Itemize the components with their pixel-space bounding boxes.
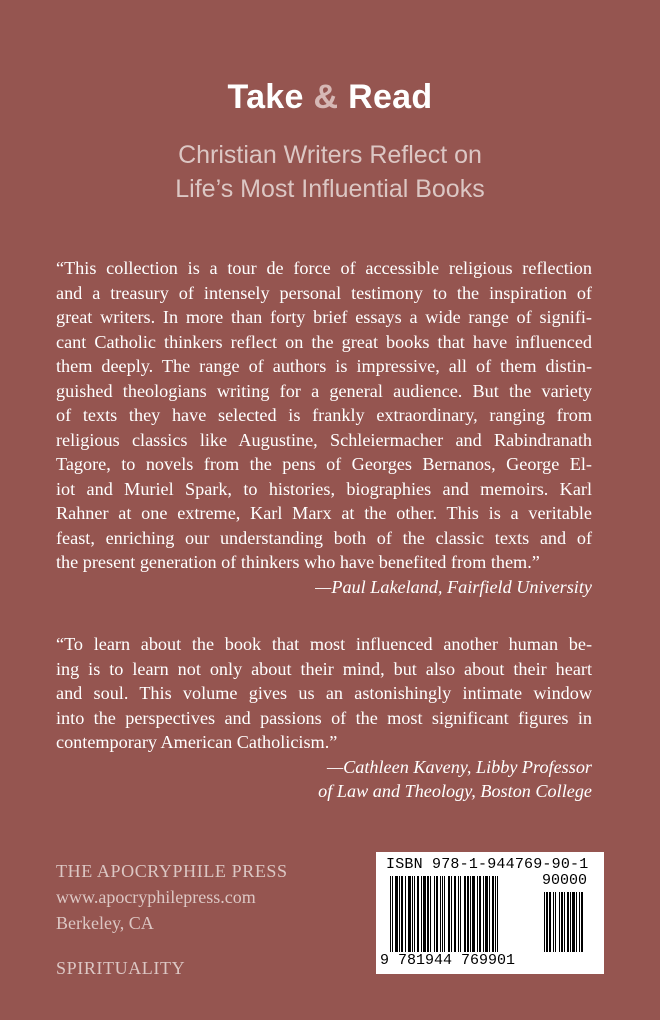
quote-line: and soul. This volume gives us an astonishingly intimate window	[56, 683, 592, 703]
price-code: 90000	[542, 872, 588, 889]
subtitle-line: Christian Writers Reflect on	[178, 141, 482, 169]
quote-line: and a treasury of intensely personal testimony to the inspiration of	[56, 282, 592, 303]
barcode-bar	[436, 876, 438, 952]
barcode-bar	[544, 892, 545, 952]
quote-line: Rahner at one extreme, Karl Marx at the other. This is a veritable	[56, 503, 592, 523]
barcode-bar	[559, 892, 560, 952]
barcode-bar	[414, 876, 415, 952]
barcode-bar	[470, 876, 471, 952]
quote-attribution: —Paul Lakeland, Fairfield University	[315, 576, 592, 597]
barcode-bar	[390, 876, 391, 952]
barcode-bar	[549, 892, 551, 952]
barcode-bar	[412, 876, 413, 952]
isbn-label: ISBN 978-1-944769-90-1	[386, 856, 589, 873]
barcode-bar	[581, 892, 583, 952]
publisher-website: www.apocryphilepress.com	[56, 887, 256, 907]
barcode-bar	[395, 876, 398, 952]
quote-line: contemporary American Catholicism.”	[56, 732, 338, 752]
quote-line: guished theologians writing for a general audience. But the variety	[56, 380, 592, 401]
barcode-bar	[472, 876, 475, 952]
quote-line: of texts they have selected is frankly extraordinary, ranging from	[56, 405, 592, 425]
barcode-bar	[561, 892, 563, 952]
barcode-bar	[448, 876, 450, 952]
barcode-bar	[579, 892, 580, 952]
barcode-bar	[555, 892, 556, 952]
ean-digits: 9 781944 769901	[380, 952, 516, 969]
barcode-bar	[442, 876, 443, 952]
publisher-location: Berkeley, CA	[56, 913, 154, 933]
quote-line: cant Catholic thinkers reflect on the great books that have influenced	[56, 331, 592, 352]
barcode-bar	[492, 876, 494, 952]
publisher-info	[56, 858, 288, 936]
isbn-barcode	[376, 852, 604, 974]
barcode-bar	[440, 876, 441, 952]
quote-line: religious classics like Augustine, Schleiermacher and Rabindranath	[56, 429, 592, 450]
barcode-bar	[454, 876, 456, 952]
barcode-bar	[546, 892, 548, 952]
barcode-bar	[483, 876, 484, 952]
addon-barcode-bars	[544, 892, 596, 952]
barcode-bar	[564, 892, 565, 952]
barcode-bar	[576, 892, 577, 952]
barcode-bar	[392, 876, 393, 952]
quote-line: “This collection is a tour de force of accessible religious reflection	[56, 258, 592, 278]
quote-attribution: of Law and Theology, Boston College	[318, 781, 592, 801]
barcode-bar	[553, 892, 554, 952]
barcode-bar	[495, 876, 496, 952]
title-word-read: Read	[348, 78, 433, 116]
barcode-bar	[451, 876, 452, 952]
title-word-take: Take	[227, 78, 304, 116]
book-title	[0, 78, 660, 117]
barcode-bar	[489, 876, 490, 952]
quote-line: them deeply. The range of authors is impressive, all of them distin-	[56, 356, 592, 376]
quote-attribution: —Cathleen Kaveny, Libby Professor	[326, 756, 592, 777]
barcode-bar	[458, 876, 459, 952]
barcode-bar	[485, 876, 488, 952]
endorsement-quote-lakeland	[56, 256, 592, 599]
barcode-bar	[423, 876, 426, 952]
subtitle-line: Life’s Most Influential Books	[175, 175, 485, 203]
quote-line: Tagore, to novels from the pens of Georges Bernanos, George El-	[56, 454, 592, 474]
barcode-bar	[464, 876, 466, 952]
barcode-bar	[567, 892, 569, 952]
barcode-bar	[467, 876, 469, 952]
title-ampersand: &	[313, 78, 339, 116]
quote-line: the present generation of thinkers who have benefited from them.”	[56, 552, 540, 572]
quote-line: ing is to learn not only about their mind, but also about their heart	[56, 658, 592, 679]
barcode-bar	[460, 876, 461, 952]
barcode-bar	[477, 876, 478, 952]
barcode-bar	[427, 876, 429, 952]
barcode-bar	[444, 876, 445, 952]
barcode-bar	[399, 876, 400, 952]
barcode-bar	[434, 876, 435, 952]
barcode-bar	[417, 876, 419, 952]
barcode-bar	[479, 876, 481, 952]
quote-line: “To learn about the book that most influenced another human be-	[56, 634, 592, 654]
barcode-bar	[408, 876, 411, 952]
book-category: SPIRITUALITY	[56, 958, 186, 978]
quote-line: iot and Muriel Spark, to histories, biographies and memoirs. Karl	[56, 478, 592, 499]
barcode-bar	[401, 876, 403, 952]
barcode-bar	[497, 876, 498, 952]
ean-barcode-bars	[390, 876, 538, 952]
quote-line: feast, enriching our understanding both of the classic texts and of	[56, 527, 592, 548]
barcode-bar	[572, 892, 575, 952]
quote-line: great writers. In more than forty brief essays a wide range of signifi-	[56, 307, 592, 327]
book-subtitle	[0, 138, 660, 206]
barcode-bar	[430, 876, 431, 952]
quote-line: into the perspectives and passions of the most significant figures in	[56, 707, 592, 728]
barcode-bar	[405, 876, 406, 952]
endorsement-quote-kaveny	[56, 632, 592, 804]
barcode-bar	[421, 876, 422, 952]
publisher-name: THE APOCRYPHILE PRESS	[56, 861, 288, 881]
barcode-bar	[570, 892, 571, 952]
